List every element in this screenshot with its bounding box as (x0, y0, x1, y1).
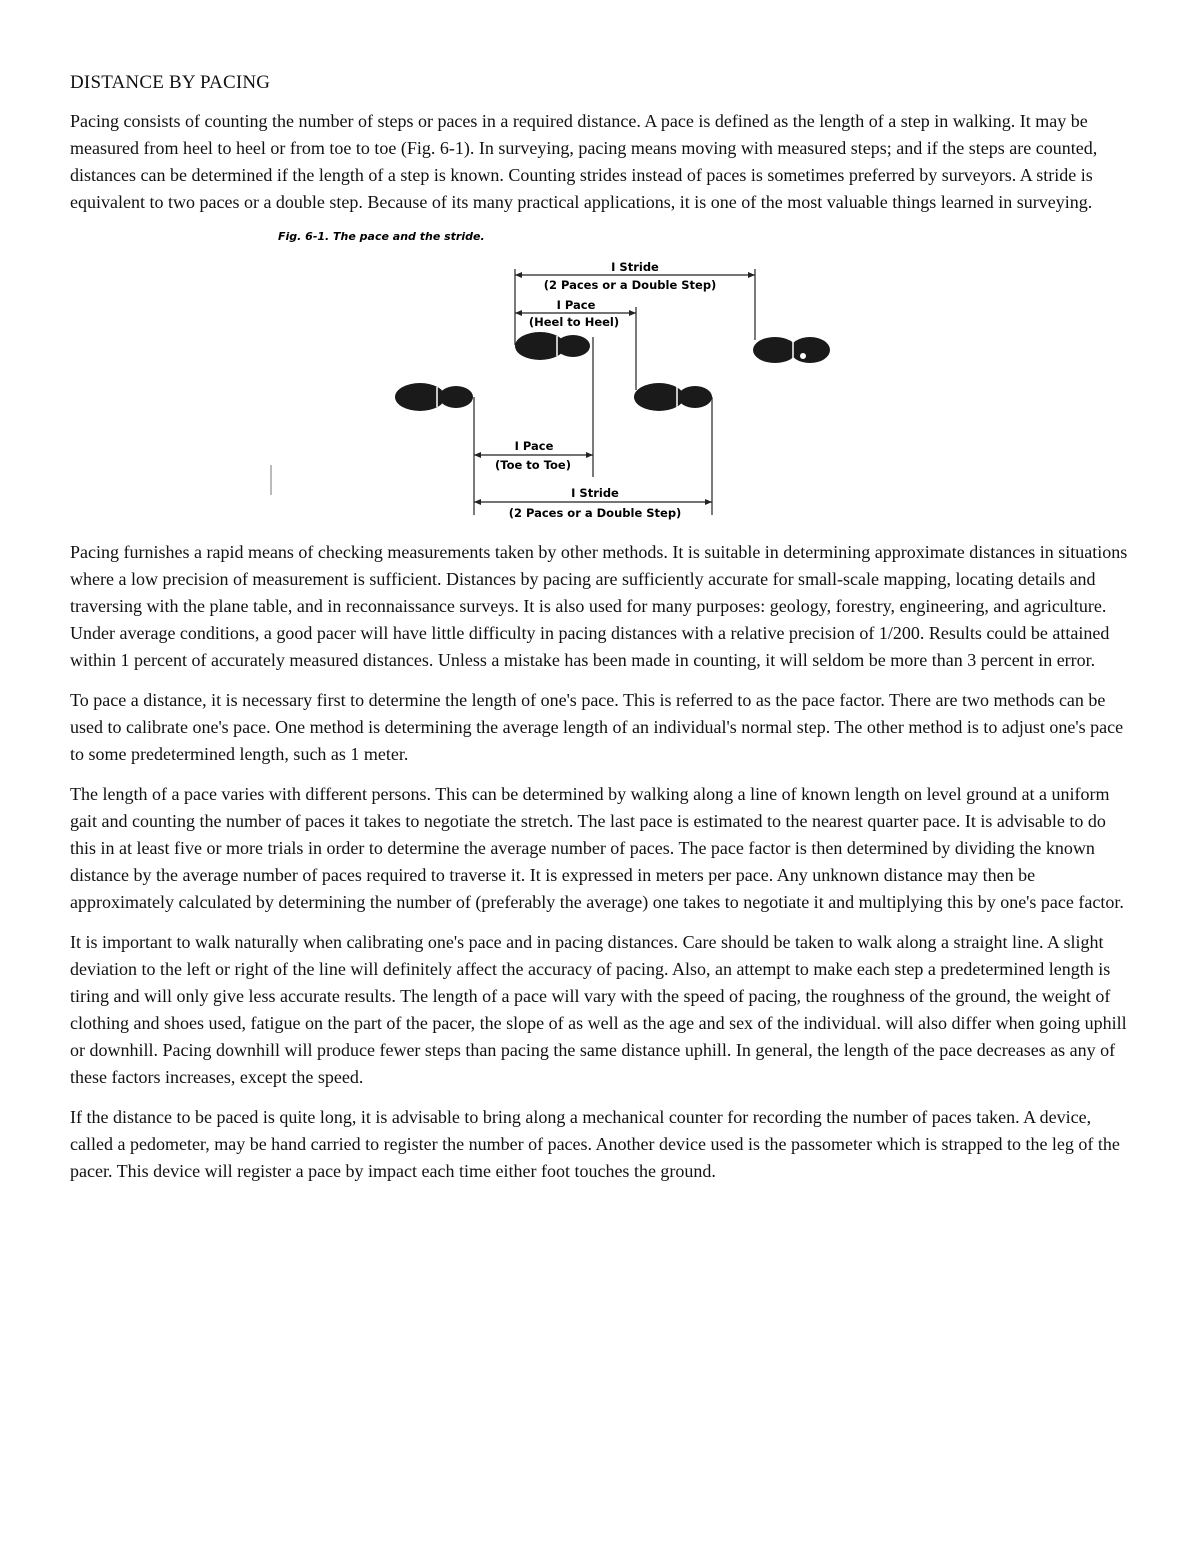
paragraph-walking-naturally: It is important to walk naturally when calibrating one's pace and in pacing distances. Care should be taken to walk along a straight line. A slight deviation to the left or right of the line will definitely affect the accuracy of pacing. Also, an attempt to make each step a predetermined length is tiring and will only give less accurate results. The length of a pace will vary with the speed of pacing, the roughness of the ground, the weight of clothing and shoes used, fatigue on the part of the pacer, the slope of as well as the age and sex of the individual. will also differ when going uphill or downhill. Pacing downhill will produce fewer steps than pacing the same distance uphill. In general, the length of the pace decreases as any of these factors increases, except the speed. (70, 932, 1127, 1087)
paragraph-calibration: The length of a pace varies with different persons. This can be determined by walking along a line of known length on level ground at a uniform gait and counting the number of paces it takes to negotiate the stretch. The last pace is estimated to the nearest quarter pace. It is advisable to do this in at least five or more trials in order to determine the average number of paces. The pace factor is then determined by dividing the known distance by the average number of paces required to traverse it. It is expressed in meters per pace. Any unknown distance may then be approximately calculated by determining the number of (preferably the average) one takes to negotiate it and multiplying this by one's pace factor. (70, 784, 1124, 912)
label-bottom-pace-sub: (Toe to Toe) (495, 458, 571, 472)
dimension-lines (474, 269, 755, 515)
label-bottom-stride-sub: (2 Paces or a Double Step) (508, 506, 682, 520)
label-bottom-pace: I Pace (514, 439, 554, 453)
footprint-left-1 (395, 383, 473, 411)
document-title: DISTANCE BY PACING (70, 72, 271, 93)
figure-pace-and-stride (70, 225, 1132, 525)
paragraph-pace-factor: To pace a distance, it is necessary first to determine the length of one's pace. This is referred to as the pace factor. There are two methods can be used to calibrate one's pace. One method is determining the average length of an individual's normal step. The other method is to adjust one's pace to some predetermined length, such as 1 meter. (70, 690, 1124, 764)
footprint-right-2 (753, 337, 830, 363)
footprint-diagram (70, 225, 1132, 525)
paragraph-uses: Pacing furnishes a rapid means of checking measurements taken by other methods. It is suitable in determining approximate distances in situations where a low precision of measurement is sufficient. Distances by pacing are sufficiently accurate for small-scale mapping, locating details and traversing with the plane table, and in reconnaissance surveys. It is also used for many purposes: geology, forestry, engineering, and agriculture. Under average conditions, a good pacer will have little difficulty in pacing distances with a relative precision of 1/200. Results could be attained within 1 percent of accurately measured distances. Unless a mistake has been made in counting, it will seldom be more than 3 percent in error. (70, 542, 1128, 670)
document-page (70, 72, 1132, 1198)
figure-caption: Fig. 6-1. The pace and the stride. (278, 230, 485, 243)
footprint-left-2 (634, 383, 712, 411)
paragraph-counters: If the distance to be paced is quite long, it is advisable to bring along a mechanical counter for recording the number of paces taken. A device, called a pedometer, may be hand carried to register the number of paces. Another device used is the passometer which is strapped to the leg of the pacer. This device will register a pace by impact each time either foot touches the ground. (70, 1107, 1120, 1181)
paragraph-intro: Pacing consists of counting the number of steps or paces in a required distance. A pace is defined as the length of a step in walking. It may be measured from heel to heel or from toe to toe (Fig. 6-1). In surveying, pacing means moving with measured steps; and if the steps are counted, distances can be determined if the length of a step is known. Counting strides instead of paces is sometimes preferred by surveyors. A stride is equivalent to two paces or a double step. Because of its many practical applications, it is one of the most valuable things learned in surveying. (70, 111, 1098, 212)
label-top-stride-sub: (2 Paces or a Double Step) (543, 278, 717, 292)
footprint-right-1 (515, 332, 590, 360)
label-top-pace-sub: (Heel to Heel) (528, 315, 620, 329)
label-top-stride: I Stride (611, 260, 659, 274)
label-bottom-stride: I Stride (571, 486, 619, 500)
label-top-pace: I Pace (556, 298, 596, 312)
